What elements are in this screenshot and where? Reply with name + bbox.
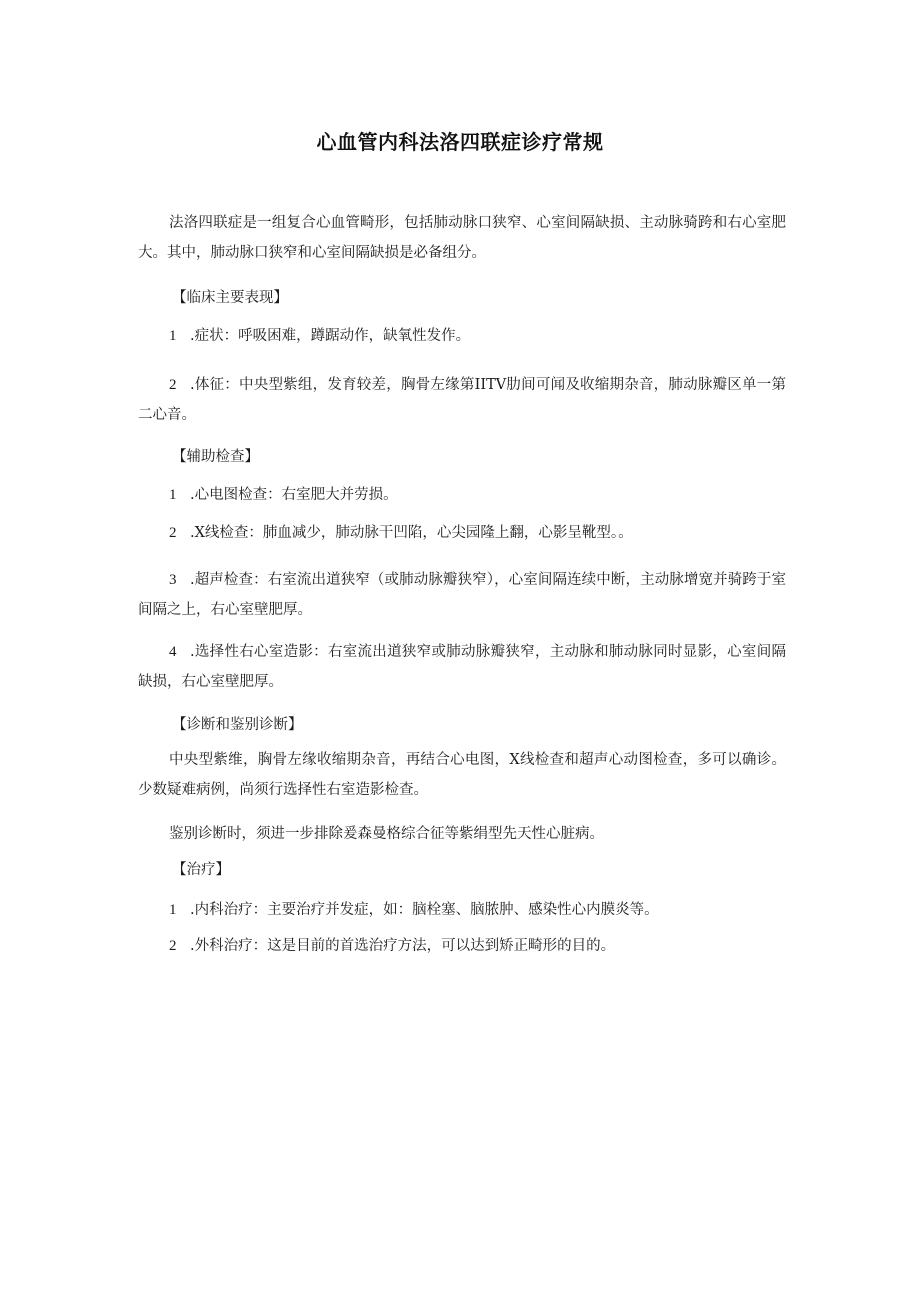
item-text: .体征：中央型紫组，发育较差，胸骨左缘第IITV肋间可闻及收缩期杂音，肺动脉瓣区单一第二心音。 — [138, 377, 786, 423]
item-text: .心电图检查：右室肥大并劳损。 — [190, 487, 398, 503]
section-heading-auxiliary: 【辅助检查】 — [172, 449, 259, 465]
clinical-item-1 — [138, 321, 786, 351]
item-number: 2 — [169, 377, 177, 393]
item-number: 3 — [169, 572, 177, 588]
item-number: 2 — [169, 938, 177, 954]
section-heading-treatment: 【治疗】 — [172, 862, 230, 878]
item-text: .外科治疗：这是目前的首选治疗方法，可以达到矫正畸形的目的。 — [190, 938, 616, 954]
item-number: 1 — [169, 328, 177, 344]
intro-paragraph: 法洛四联症是一组复合心血管畸形，包括肺动脉口狭窄、心室间隔缺损、主动脉骑跨和右心室肥大。其中，肺动脉口狭窄和心室间隔缺损是必备组分。 — [138, 215, 786, 261]
section-heading-diagnosis: 【诊断和鉴别诊断】 — [172, 717, 303, 733]
treatment-item-1 — [138, 895, 786, 925]
diagnosis-paragraph-2: 鉴别诊断时，须进一步排除爰森曼格综合征等紫绢型先天性心脏病。 — [169, 826, 604, 842]
auxiliary-item-1 — [138, 480, 786, 510]
item-text: .选择性右心室造影：右室流出道狭窄或肺动脉瓣狭窄，主动脉和肺动脉同时显影，心室间隔缺损，右心室壁肥厚。 — [138, 644, 786, 690]
auxiliary-item-3 — [138, 565, 786, 625]
item-text: .X线检查：肺血减少，肺动脉干凹陷，心尖园隆上翻，心影呈靴型。。 — [190, 525, 633, 541]
clinical-item-2 — [138, 370, 786, 430]
treatment-item-2 — [138, 931, 786, 961]
item-text: .超声检查：右室流出道狭窄（或肺动脉瓣狭窄），心室间隔连续中断，主动脉增宽并骑跨于室间隔之上，右心室壁肥厚。 — [138, 572, 786, 618]
item-number: 1 — [169, 902, 177, 918]
diagnosis-paragraph-1: 中央型紫维，胸骨左缘收缩期杂音，再结合心电图，X线检查和超声心动图检查，多可以确诊。少数疑难病例，尚须行选择性右室造影检查。 — [138, 752, 786, 798]
item-number: 1 — [169, 487, 177, 503]
item-number: 4 — [169, 644, 177, 660]
auxiliary-item-2 — [138, 518, 786, 548]
item-number: 2 — [169, 525, 177, 541]
auxiliary-item-4 — [138, 637, 786, 697]
item-text: .症状：呼吸困难，蹲踞动作，缺氧性发作。 — [190, 328, 471, 344]
document-title: 心血管内科法洛四联症诊疗常规 — [316, 130, 604, 154]
section-heading-clinical: 【临床主要表现】 — [172, 290, 288, 306]
item-text: .内科治疗：主要治疗并发症，如：脑栓塞、脑脓肿、感染性心内膜炎等。 — [190, 902, 659, 918]
